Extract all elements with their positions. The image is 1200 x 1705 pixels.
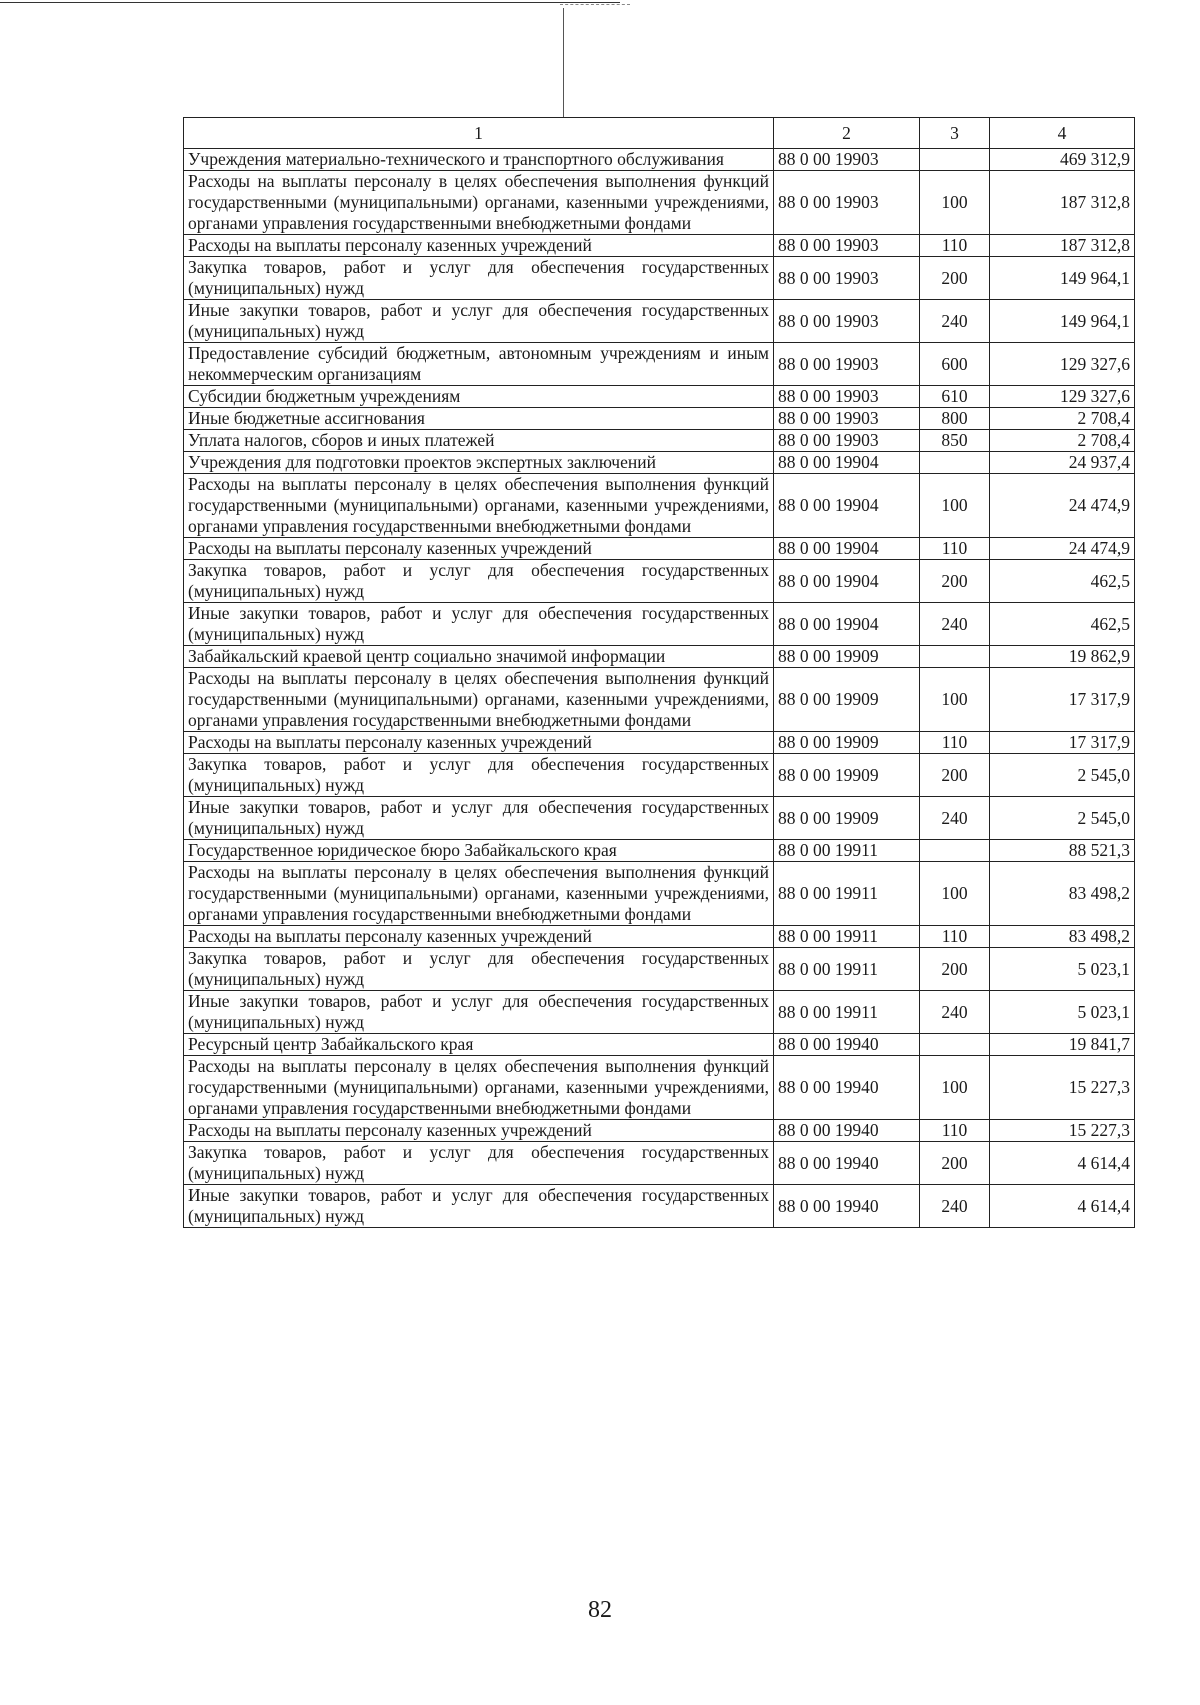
row-amount-cell: 15 227,3: [990, 1056, 1135, 1120]
table-header-row: [184, 118, 1135, 149]
row-name-cell: Расходы на выплаты персоналу в целях обеспечения выполнения функций государственными (муниципальными) органами, казенными учреждениями, органами управления государственными внебюджетными фондами: [184, 862, 774, 926]
row-amount-cell: 469 312,9: [990, 149, 1135, 171]
row-code-cell: 88 0 00 19909: [774, 668, 920, 732]
table-row: [184, 754, 1135, 797]
table-row: [184, 408, 1135, 430]
table-row: [184, 1142, 1135, 1185]
row-code-cell: 88 0 00 19911: [774, 991, 920, 1034]
row-amount-cell: 83 498,2: [990, 862, 1135, 926]
row-code-cell: 88 0 00 19903: [774, 171, 920, 235]
table-row: [184, 668, 1135, 732]
row-type-cell: 610: [920, 386, 990, 408]
row-type-cell: 110: [920, 732, 990, 754]
row-type-cell: 110: [920, 235, 990, 257]
row-name-cell: Расходы на выплаты персоналу казенных учреждений: [184, 926, 774, 948]
table-row: [184, 386, 1135, 408]
row-code-cell: 88 0 00 19903: [774, 386, 920, 408]
row-amount-cell: 187 312,8: [990, 171, 1135, 235]
table-row: [184, 732, 1135, 754]
row-amount-cell: 462,5: [990, 603, 1135, 646]
row-amount-cell: 17 317,9: [990, 732, 1135, 754]
row-name-cell: Иные закупки товаров, работ и услуг для обеспечения государственных (муниципальных) нужд: [184, 603, 774, 646]
row-amount-cell: 462,5: [990, 560, 1135, 603]
row-type-cell: 240: [920, 991, 990, 1034]
row-name-cell: Учреждения для подготовки проектов экспертных заключений: [184, 452, 774, 474]
table-row: [184, 1185, 1135, 1228]
row-code-cell: 88 0 00 19909: [774, 754, 920, 797]
table-row: [184, 1056, 1135, 1120]
table-row: [184, 840, 1135, 862]
row-amount-cell: 5 023,1: [990, 991, 1135, 1034]
row-type-cell: 600: [920, 343, 990, 386]
table-row: [184, 797, 1135, 840]
table-row: [184, 926, 1135, 948]
row-name-cell: Закупка товаров, работ и услуг для обеспечения государственных (муниципальных) нужд: [184, 560, 774, 603]
row-type-cell: 200: [920, 257, 990, 300]
row-amount-cell: 5 023,1: [990, 948, 1135, 991]
row-type-cell: 100: [920, 171, 990, 235]
row-name-cell: Расходы на выплаты персоналу казенных учреждений: [184, 538, 774, 560]
table-row: [184, 171, 1135, 235]
row-amount-cell: 149 964,1: [990, 300, 1135, 343]
row-type-cell: [920, 840, 990, 862]
header-cell-name: 1: [184, 118, 774, 149]
row-type-cell: [920, 452, 990, 474]
row-code-cell: 88 0 00 19904: [774, 452, 920, 474]
row-amount-cell: 24 937,4: [990, 452, 1135, 474]
row-code-cell: 88 0 00 19903: [774, 300, 920, 343]
row-amount-cell: 24 474,9: [990, 474, 1135, 538]
row-type-cell: 100: [920, 668, 990, 732]
table-row: [184, 343, 1135, 386]
row-name-cell: Расходы на выплаты персоналу в целях обеспечения выполнения функций государственными (муниципальными) органами, казенными учреждениями, органами управления государственными внебюджетными фондами: [184, 171, 774, 235]
row-amount-cell: 19 841,7: [990, 1034, 1135, 1056]
row-name-cell: Государственное юридическое бюро Забайкальского края: [184, 840, 774, 862]
row-type-cell: 240: [920, 797, 990, 840]
row-name-cell: Уплата налогов, сборов и иных платежей: [184, 430, 774, 452]
header-cell-code: 2: [774, 118, 920, 149]
table-row: [184, 560, 1135, 603]
table-row: [184, 474, 1135, 538]
row-type-cell: 200: [920, 754, 990, 797]
table-row: [184, 257, 1135, 300]
row-name-cell: Забайкальский краевой центр социально значимой информации: [184, 646, 774, 668]
row-name-cell: Иные закупки товаров, работ и услуг для обеспечения государственных (муниципальных) нужд: [184, 991, 774, 1034]
row-code-cell: 88 0 00 19904: [774, 538, 920, 560]
row-type-cell: [920, 646, 990, 668]
row-amount-cell: 2 545,0: [990, 797, 1135, 840]
row-amount-cell: 15 227,3: [990, 1120, 1135, 1142]
row-code-cell: 88 0 00 19909: [774, 732, 920, 754]
row-code-cell: 88 0 00 19909: [774, 646, 920, 668]
row-code-cell: 88 0 00 19903: [774, 235, 920, 257]
row-type-cell: 110: [920, 538, 990, 560]
row-type-cell: 100: [920, 474, 990, 538]
row-amount-cell: 4 614,4: [990, 1185, 1135, 1228]
table-row: [184, 603, 1135, 646]
table-row: [184, 646, 1135, 668]
row-code-cell: 88 0 00 19940: [774, 1120, 920, 1142]
row-type-cell: 850: [920, 430, 990, 452]
row-type-cell: [920, 149, 990, 171]
row-type-cell: 100: [920, 1056, 990, 1120]
row-amount-cell: 149 964,1: [990, 257, 1135, 300]
row-name-cell: Субсидии бюджетным учреждениям: [184, 386, 774, 408]
row-code-cell: 88 0 00 19904: [774, 560, 920, 603]
row-type-cell: 110: [920, 926, 990, 948]
row-code-cell: 88 0 00 19911: [774, 926, 920, 948]
row-amount-cell: 129 327,6: [990, 343, 1135, 386]
row-type-cell: 200: [920, 560, 990, 603]
row-name-cell: Расходы на выплаты персоналу казенных учреждений: [184, 235, 774, 257]
row-name-cell: Расходы на выплаты персоналу казенных учреждений: [184, 1120, 774, 1142]
row-code-cell: 88 0 00 19903: [774, 408, 920, 430]
table-row: [184, 862, 1135, 926]
row-type-cell: 800: [920, 408, 990, 430]
page-number: 82: [588, 1597, 612, 1623]
row-code-cell: 88 0 00 19904: [774, 603, 920, 646]
row-amount-cell: 19 862,9: [990, 646, 1135, 668]
table-row: [184, 538, 1135, 560]
row-type-cell: 200: [920, 1142, 990, 1185]
header-cell-amount: 4: [990, 118, 1135, 149]
row-amount-cell: 2 708,4: [990, 430, 1135, 452]
row-name-cell: Ресурсный центр Забайкальского края: [184, 1034, 774, 1056]
row-code-cell: 88 0 00 19940: [774, 1185, 920, 1228]
row-amount-cell: 187 312,8: [990, 235, 1135, 257]
top-edge-dash: [560, 4, 630, 5]
row-name-cell: Расходы на выплаты персоналу в целях обеспечения выполнения функций государственными (муниципальными) органами, казенными учреждениями, органами управления государственными внебюджетными фондами: [184, 1056, 774, 1120]
header-cell-type: 3: [920, 118, 990, 149]
row-type-cell: 240: [920, 1185, 990, 1228]
row-code-cell: 88 0 00 19940: [774, 1034, 920, 1056]
row-name-cell: Иные закупки товаров, работ и услуг для обеспечения государственных (муниципальных) нужд: [184, 1185, 774, 1228]
table-row: [184, 991, 1135, 1034]
row-amount-cell: 17 317,9: [990, 668, 1135, 732]
row-code-cell: 88 0 00 19940: [774, 1056, 920, 1120]
row-amount-cell: 2 708,4: [990, 408, 1135, 430]
row-code-cell: 88 0 00 19911: [774, 862, 920, 926]
row-name-cell: Иные бюджетные ассигнования: [184, 408, 774, 430]
row-name-cell: Закупка товаров, работ и услуг для обеспечения государственных (муниципальных) нужд: [184, 948, 774, 991]
row-type-cell: [920, 1034, 990, 1056]
row-code-cell: 88 0 00 19903: [774, 430, 920, 452]
row-amount-cell: 24 474,9: [990, 538, 1135, 560]
row-name-cell: Предоставление субсидий бюджетным, автономным учреждениям и иным некоммерческим организациям: [184, 343, 774, 386]
table-row: [184, 452, 1135, 474]
table-row: [184, 430, 1135, 452]
row-type-cell: 240: [920, 603, 990, 646]
fold-line: [563, 8, 564, 118]
row-type-cell: 200: [920, 948, 990, 991]
row-amount-cell: 2 545,0: [990, 754, 1135, 797]
table-row: [184, 235, 1135, 257]
row-amount-cell: 4 614,4: [990, 1142, 1135, 1185]
row-code-cell: 88 0 00 19940: [774, 1142, 920, 1185]
row-code-cell: 88 0 00 19903: [774, 149, 920, 171]
row-name-cell: Закупка товаров, работ и услуг для обеспечения государственных (муниципальных) нужд: [184, 257, 774, 300]
row-name-cell: Расходы на выплаты персоналу в целях обеспечения выполнения функций государственными (муниципальными) органами, казенными учреждениями, органами управления государственными внебюджетными фондами: [184, 668, 774, 732]
row-type-cell: 100: [920, 862, 990, 926]
table-row: [184, 948, 1135, 991]
table-row: [184, 149, 1135, 171]
row-amount-cell: 88 521,3: [990, 840, 1135, 862]
row-name-cell: Расходы на выплаты персоналу казенных учреждений: [184, 732, 774, 754]
row-code-cell: 88 0 00 19911: [774, 948, 920, 991]
row-amount-cell: 129 327,6: [990, 386, 1135, 408]
row-type-cell: 110: [920, 1120, 990, 1142]
row-type-cell: 240: [920, 300, 990, 343]
top-edge-rule: [0, 2, 620, 3]
budget-table: [183, 117, 1135, 1228]
row-name-cell: Иные закупки товаров, работ и услуг для обеспечения государственных (муниципальных) нужд: [184, 300, 774, 343]
row-name-cell: Учреждения материально-технического и транспортного обслуживания: [184, 149, 774, 171]
row-code-cell: 88 0 00 19911: [774, 840, 920, 862]
table-row: [184, 1034, 1135, 1056]
table-row: [184, 1120, 1135, 1142]
row-name-cell: Закупка товаров, работ и услуг для обеспечения государственных (муниципальных) нужд: [184, 754, 774, 797]
row-code-cell: 88 0 00 19903: [774, 257, 920, 300]
table-row: [184, 300, 1135, 343]
row-code-cell: 88 0 00 19904: [774, 474, 920, 538]
row-name-cell: Закупка товаров, работ и услуг для обеспечения государственных (муниципальных) нужд: [184, 1142, 774, 1185]
row-name-cell: Иные закупки товаров, работ и услуг для обеспечения государственных (муниципальных) нужд: [184, 797, 774, 840]
budget-table-body: [184, 118, 1135, 1228]
row-code-cell: 88 0 00 19903: [774, 343, 920, 386]
row-code-cell: 88 0 00 19909: [774, 797, 920, 840]
budget-table-container: [183, 117, 1134, 1228]
row-name-cell: Расходы на выплаты персоналу в целях обеспечения выполнения функций государственными (муниципальными) органами, казенными учреждениями, органами управления государственными внебюджетными фондами: [184, 474, 774, 538]
row-amount-cell: 83 498,2: [990, 926, 1135, 948]
